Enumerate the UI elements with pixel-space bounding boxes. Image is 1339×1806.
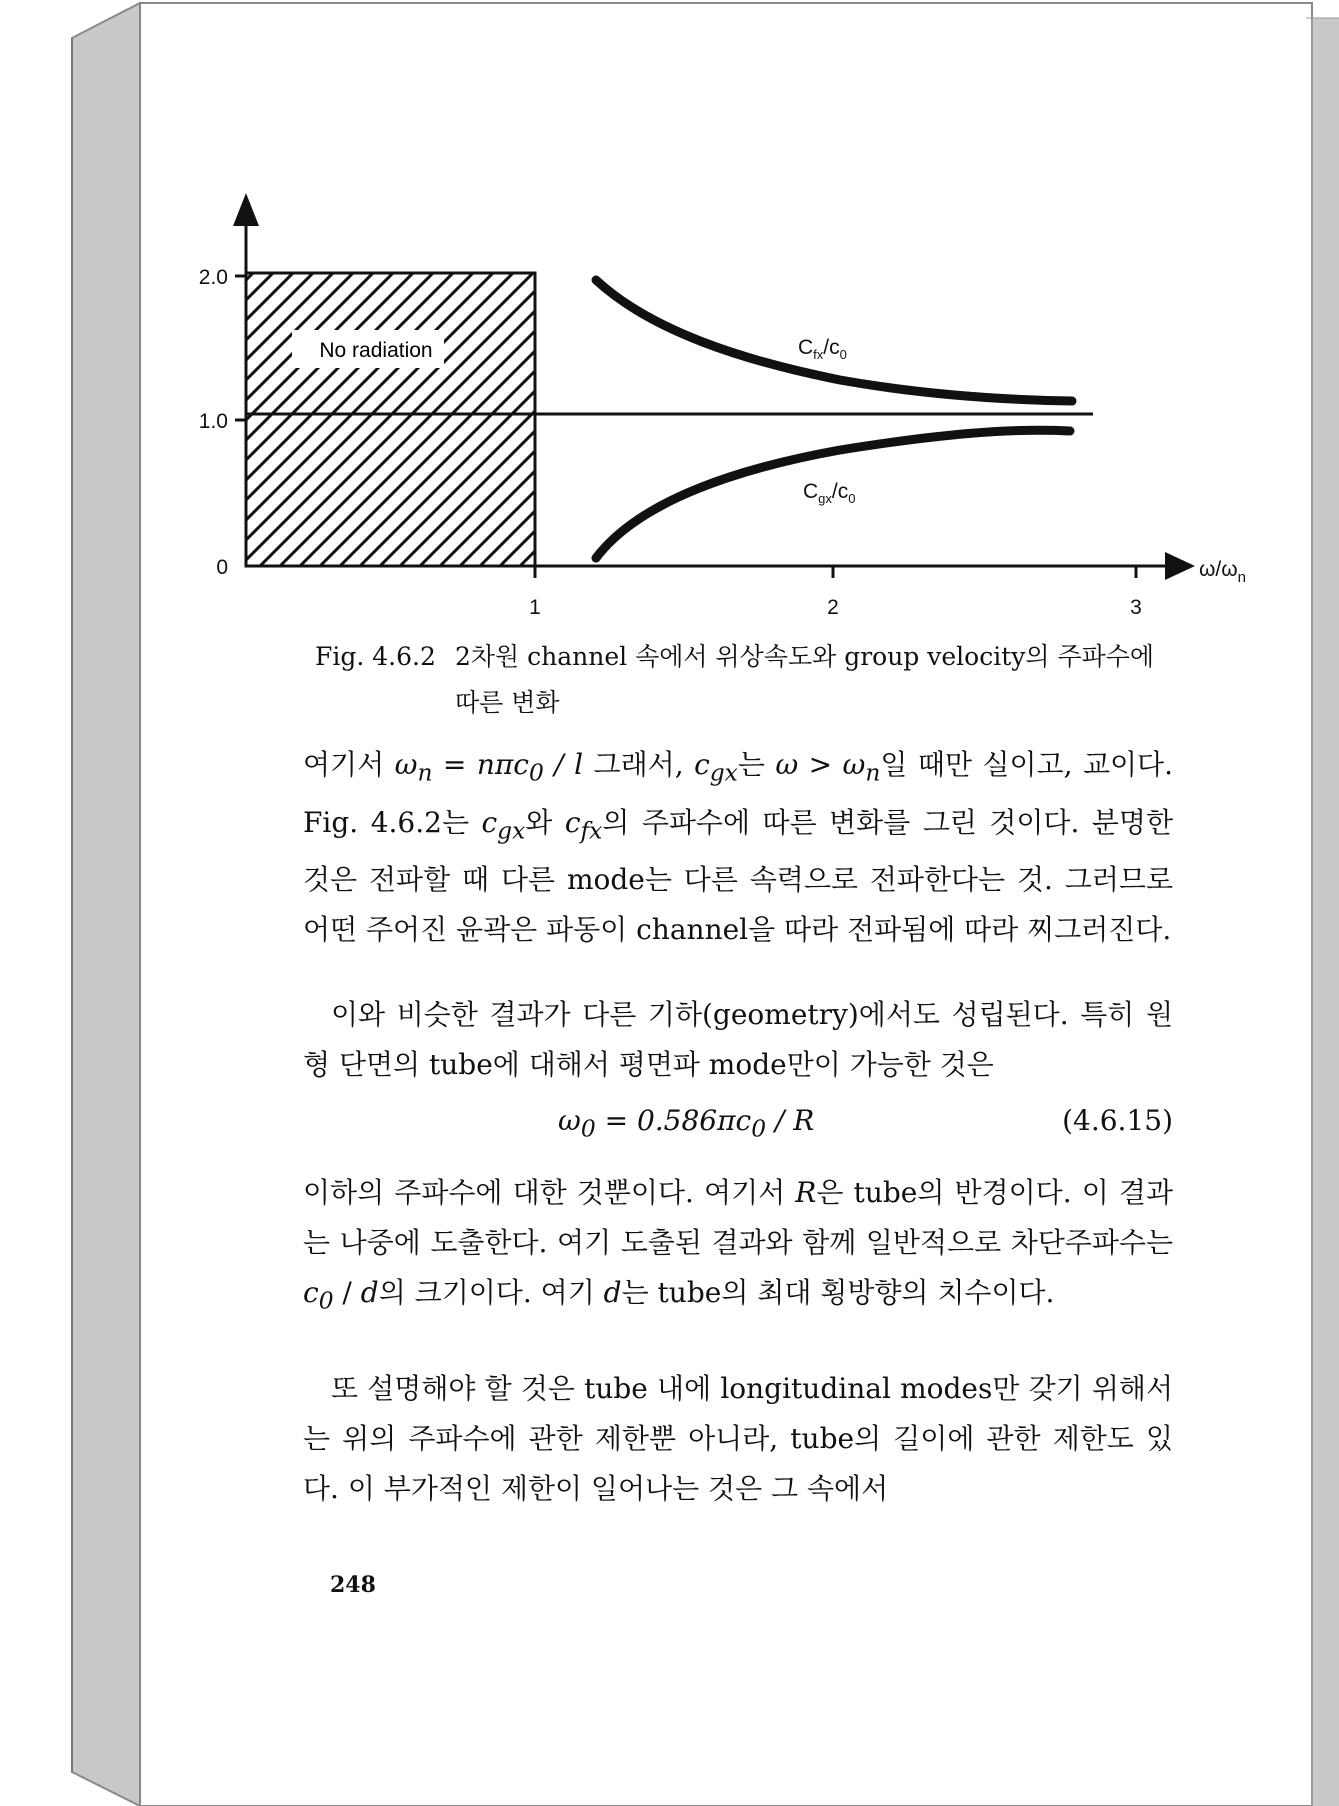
hatch-line <box>320 266 620 566</box>
region-label: No radiation <box>319 339 433 362</box>
hatch-line <box>0 266 280 566</box>
caption-line: 따른 변화 <box>455 688 560 717</box>
y-tick-label: 0 <box>216 556 228 579</box>
hatch-line <box>20 266 320 566</box>
x-tick-label: 1 <box>529 596 541 619</box>
x-tick-label: 2 <box>827 596 839 619</box>
caption-line: 2차원 channel 속에서 위상속도와 group velocity의 주파수에 <box>455 642 1155 671</box>
hatch-line <box>220 266 520 566</box>
hatch-line <box>40 266 340 566</box>
hatch-line <box>100 266 400 566</box>
y-tick-label: 2.0 <box>198 266 228 289</box>
page-number: 248 <box>330 1572 376 1598</box>
equation: $\omega_0 = 0.586\pi c_0 / R$ <box>558 1104 815 1143</box>
hatch-line <box>400 266 700 566</box>
hatch-line <box>540 266 840 566</box>
no-radiation-hatch <box>0 266 880 566</box>
hatch-line <box>420 266 720 566</box>
hatch-line <box>240 266 540 566</box>
hatch-line <box>80 266 380 566</box>
paragraph-3: 이하의 주파수에 대한 것뿐이다. 여기서 R은 tube의 반경이다. 이 결과는 나중에 도출한다. 여기 도출된 결과와 함께 일반적으로 차단주파수는 $c_0$ / d의 크기이다. 여기 d는 tube의 최대 횡방향의 치수이다. <box>303 1176 1173 1315</box>
caption-label: Fig. 4.6.2 <box>315 642 436 671</box>
equation-4-6-15 <box>303 1104 1173 1146</box>
hatch-line <box>120 266 420 566</box>
y-tick-label: 1.0 <box>198 410 228 433</box>
hatch-line <box>0 266 220 566</box>
paragraph-2: 이와 비슷한 결과가 다른 기하(geometry)에서도 성립된다. 특히 원형 단면의 tube에 대해서 평면파 mode만이 가능한 것은 <box>303 998 1173 1081</box>
hatch-line <box>0 266 300 566</box>
x-tick-label: 3 <box>1130 596 1142 619</box>
x-axis-label: $\omega/\omega_n$ <box>1199 558 1246 586</box>
hatch-line <box>520 266 820 566</box>
cgx-label: $C_{gx}/c_0$ <box>803 480 856 506</box>
hatch-line <box>560 266 860 566</box>
y-axis-arrow <box>233 193 259 226</box>
hatch-line <box>140 266 440 566</box>
x-axis-arrow <box>1165 552 1195 580</box>
hatch-line <box>300 266 600 566</box>
cfx-label: $C_{fx}/c_0$ <box>798 336 847 362</box>
figure-caption <box>315 634 1195 726</box>
hatch-line <box>0 266 200 566</box>
figure-chart <box>0 0 1339 660</box>
hatch-line <box>340 266 640 566</box>
hatch-line <box>580 266 880 566</box>
paragraph-1: 여기서 $\omega_n = n\pi c_0 / l$ 그래서, $c_{gx}$는 $\omega > \omega_n$일 때만 실이고, 교이다. Fig. 4.6.2는 $c_{gx}$와 $c_{fx}$의 주파수에 따른 변화를 그린 것이다. 분명한 것은 전파할 때 다른 mode는 다른 속력으로 전파한다는 것. 그러므로 어떤 주어진 윤곽은 파동이 channel을 따라 전파됨에 따라 찌그러진다. <box>303 748 1173 947</box>
hatch-line <box>260 266 560 566</box>
equation-number: (4.6.15) <box>1062 1104 1173 1137</box>
hatch-line <box>360 266 660 566</box>
paragraph-4: 또 설명해야 할 것은 tube 내에 longitudinal modes만 갖기 위해서는 위의 주파수에 관한 제한뿐 아니라, tube의 길이에 관한 제한도 있다. 이 부가적인 제한이 일어나는 것은 그 속에서 <box>303 1372 1173 1505</box>
hatch-line <box>500 266 800 566</box>
hatch-line <box>440 266 740 566</box>
hatch-line <box>460 266 760 566</box>
